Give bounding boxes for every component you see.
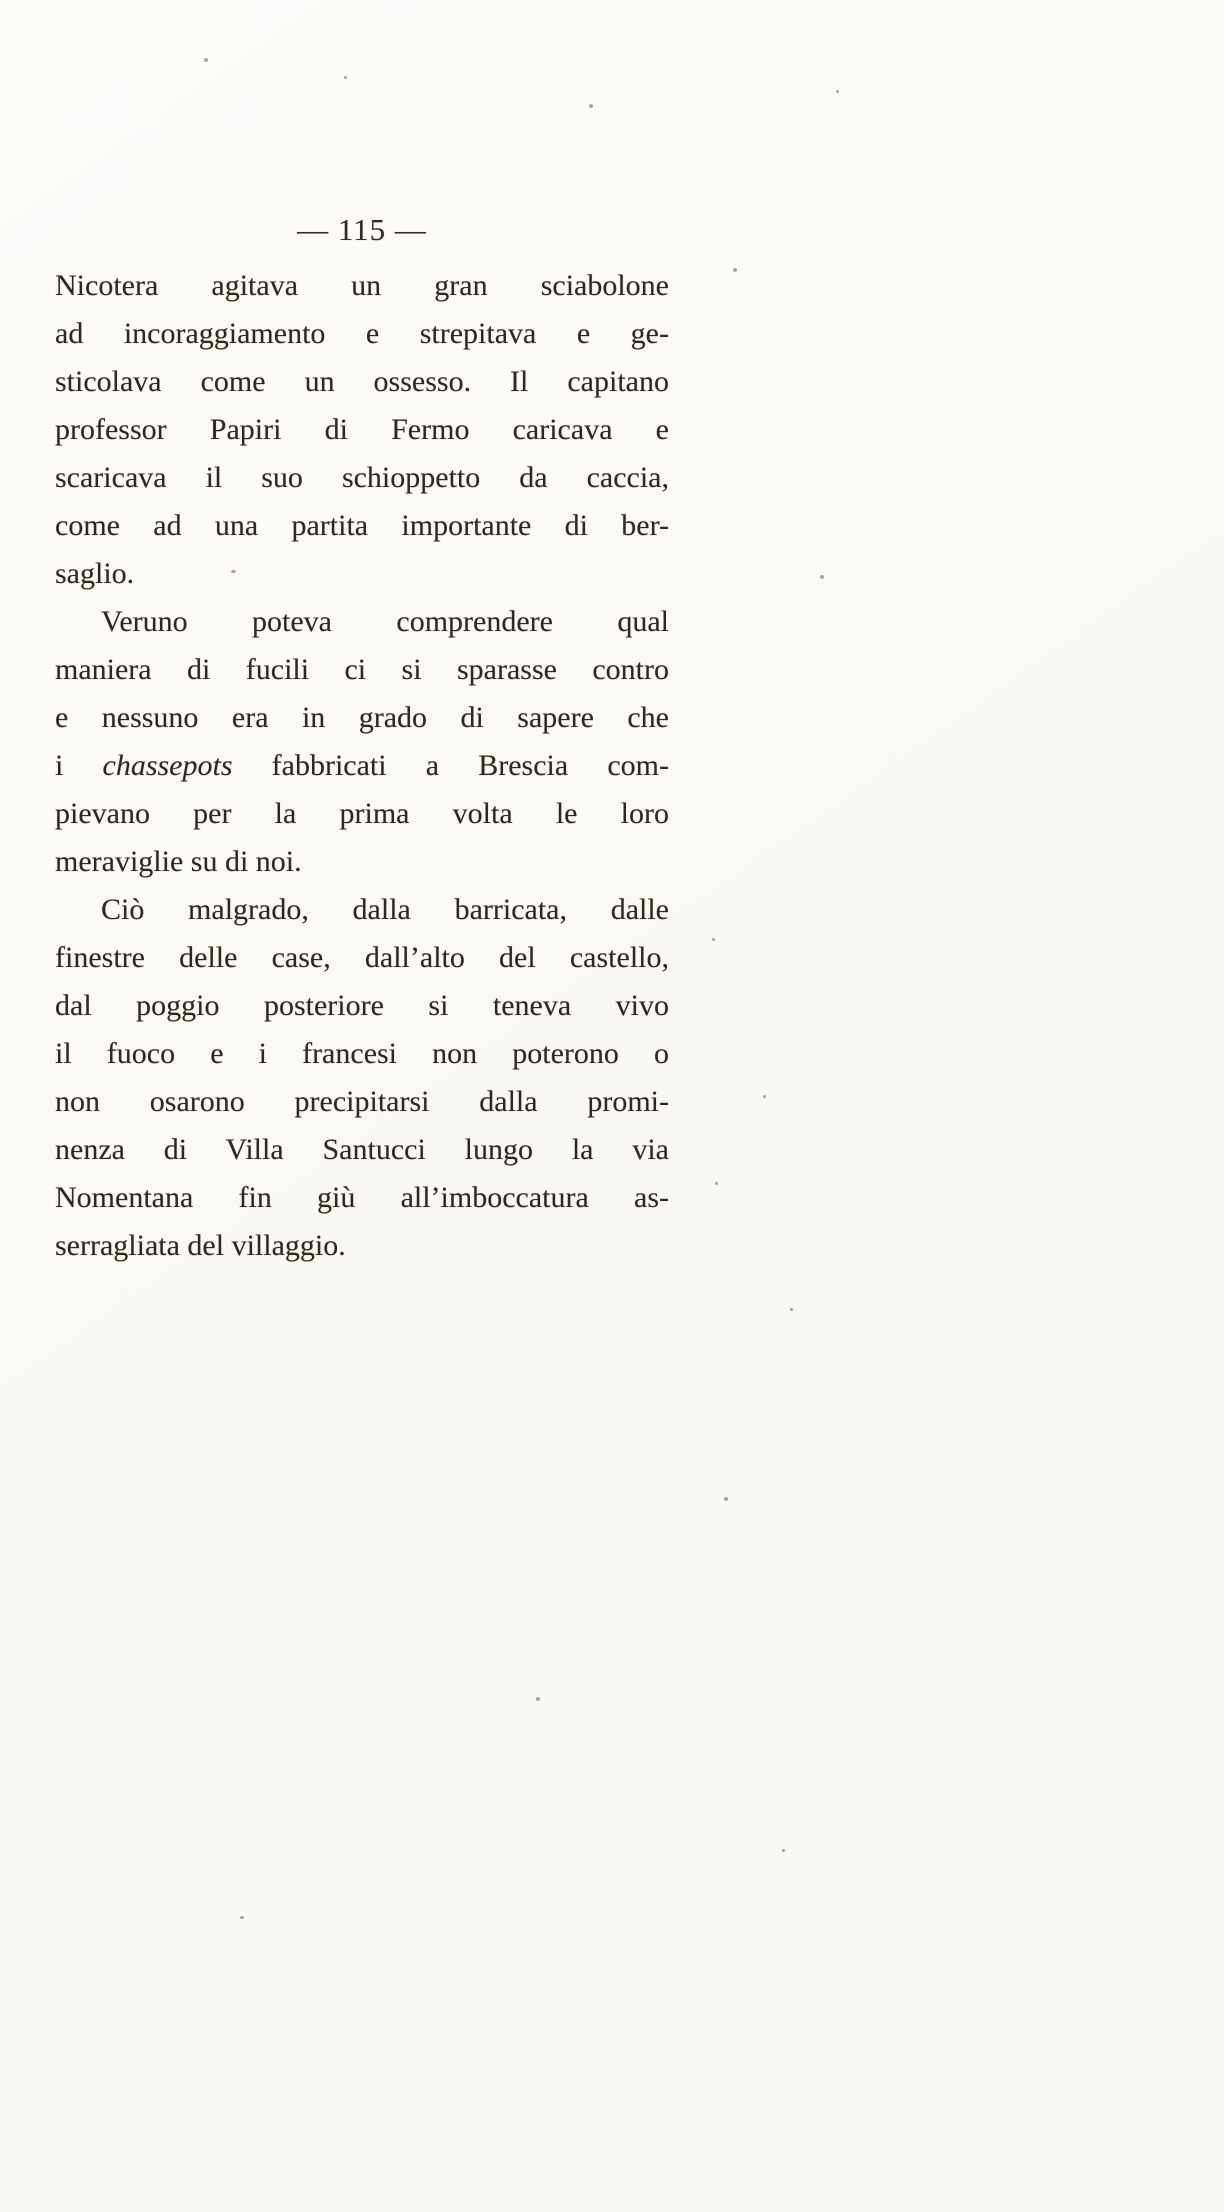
- italic-text: chassepots: [102, 749, 233, 782]
- text-segment: e nessuno era in grado di sapere che: [55, 701, 669, 734]
- text-segment: maniera di fucili ci si sparasse contro: [55, 653, 669, 686]
- text-segment: Veruno poteva comprendere qual: [101, 605, 669, 638]
- text-line: [55, 790, 669, 838]
- text-segment: fabbricati a Brescia com-: [232, 749, 669, 782]
- text-line: [55, 1126, 669, 1174]
- scan-speck: [790, 1308, 793, 1311]
- text-segment: non osarono precipitarsi dalla promi-: [55, 1085, 669, 1118]
- text-segment: i: [55, 749, 103, 782]
- text-segment: dal poggio posteriore si teneva vivo: [55, 989, 669, 1022]
- text-segment: come ad una partita importante di ber-: [55, 509, 669, 542]
- text-segment: saglio.: [55, 557, 135, 590]
- scan-speck: [820, 575, 824, 579]
- text-line: [55, 454, 669, 502]
- page-number: — 115 —: [297, 212, 427, 247]
- paragraph: [55, 598, 669, 886]
- text-segment: il fuoco e i francesi non poterono o: [55, 1037, 669, 1070]
- text-segment: ad incoraggiamento e strepitava e ge-: [55, 317, 669, 350]
- scan-speck: [536, 1697, 540, 1701]
- text-segment: meraviglie su di noi.: [55, 845, 302, 878]
- scan-speck: [589, 104, 593, 108]
- text-line: [55, 694, 669, 742]
- scan-speck: [763, 1095, 766, 1098]
- scan-speck: [836, 90, 839, 93]
- scan-speck: [712, 938, 715, 941]
- text-line: [55, 502, 669, 550]
- text-line: [55, 310, 669, 358]
- text-segment: serragliata del villaggio.: [55, 1229, 346, 1262]
- text-line: [55, 1174, 669, 1222]
- text-line: [55, 886, 669, 934]
- text-line: [55, 1078, 669, 1126]
- scan-speck: [204, 58, 208, 62]
- text-block: [55, 212, 669, 1270]
- scan-speck: [724, 1497, 728, 1501]
- paragraph: [55, 886, 669, 1270]
- text-line: [55, 982, 669, 1030]
- text-line: [55, 1030, 669, 1078]
- text-line: [55, 358, 669, 406]
- text-line: [55, 934, 669, 982]
- text-segment: pievano per la prima volta le loro: [55, 797, 669, 830]
- text-segment: sticolava come un ossesso. Il capitano: [55, 365, 669, 398]
- text-line: [55, 598, 669, 646]
- text-line: [55, 742, 669, 790]
- paragraph: [55, 262, 669, 598]
- text-line: [55, 838, 669, 886]
- text-segment: finestre delle case, dall’alto del castello,: [55, 941, 669, 974]
- text-line: [55, 550, 669, 598]
- scan-speck: [231, 570, 236, 573]
- text-segment: Nomentana fin giù all’imboccatura as-: [55, 1181, 669, 1214]
- scan-speck: [344, 76, 347, 79]
- text-segment: Nicotera agitava un gran sciabolone: [55, 269, 669, 302]
- scan-speck: [733, 268, 737, 272]
- text-line: [55, 1222, 669, 1270]
- scan-speck: [782, 1849, 785, 1852]
- text-segment: nenza di Villa Santucci lungo la via: [55, 1133, 669, 1166]
- text-segment: Ciò malgrado, dalla barricata, dalle: [101, 893, 669, 926]
- scan-speck: [240, 1916, 244, 1919]
- scan-speck: [715, 1182, 718, 1185]
- text-segment: scaricava il suo schioppetto da caccia,: [55, 461, 669, 494]
- text-segment: professor Papiri di Fermo caricava e: [55, 413, 669, 446]
- text-line: [55, 646, 669, 694]
- text-line: [55, 262, 669, 310]
- text-line: [55, 406, 669, 454]
